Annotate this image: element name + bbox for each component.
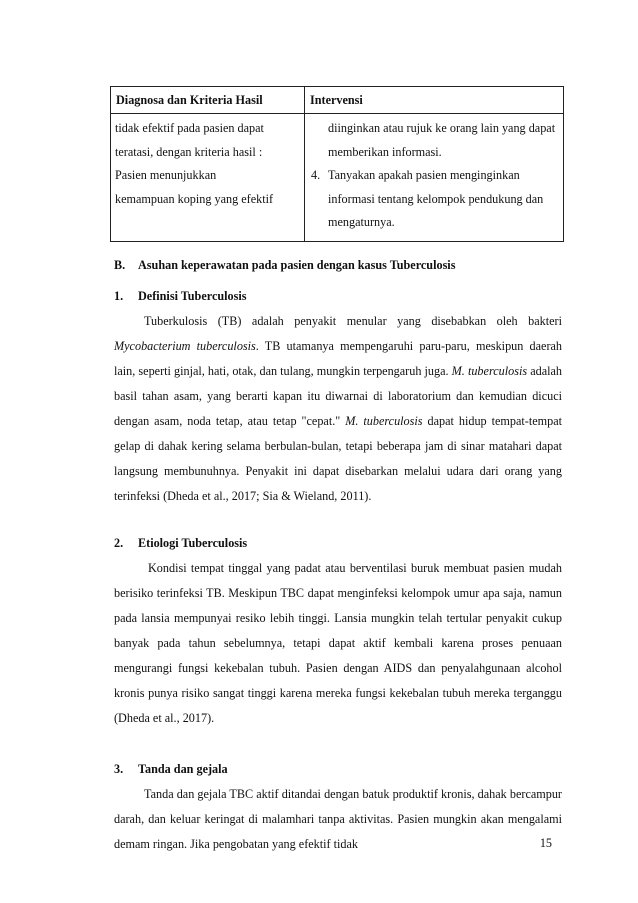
table-cell-intervention [305,114,564,242]
diagnosis-line: kemampuan koping yang efektif [115,191,274,206]
table-header-row [111,87,564,114]
table-header-diagnosis: Diagnosa dan Kriteria Hasil [111,87,305,114]
table-row [111,114,564,242]
subsection-label: 3. [114,762,124,776]
nursing-diagnosis-table [110,86,564,242]
etiology-text: Kondisi tempat tinggal yang padat atau berventilasi buruk membuat pasien mudah berisiko terinfeksi TB. Meskipun TBC dapat menginfeksi kelompok umur apa saja, namun pada lansia mempunyai resiko lebih tinggi. Lansia mungkin telah tertular penyakit cukup banyak pada tahun sebelumnya, tetapi dapat aktif kembali karena proses penuaan mengurangi fungsi kekebalan tubuh. Pasien dengan AIDS dan penyalahgunaan alcohol kronis punya risiko sangat tinggi karena mereka fungsi kekebalan tubuh mereka terganggu (Dheda et al., 2017). [114,561,562,725]
subsection-label: 2. [114,536,124,550]
symptoms-paragraph [114,782,562,857]
intervention-item [311,164,558,235]
subsection-symptoms-heading [114,756,562,782]
intervention-item [311,117,558,164]
definition-text: Tuberkulosis (TB) adalah penyakit menular yang disebabkan oleh bakteri [144,314,562,328]
symptoms-text: Tanda dan gejala TBC aktif ditandai dengan batuk produktif kronis, dahak bercampur darah, dan keluar keringat di malamhari tanpa aktivitas. Pasien mungkin akan mengalami demam ringan. Jika pengobatan yang efektif tidak [114,787,562,851]
subsection-label: 1. [114,289,124,303]
subsection-etiology-heading [114,530,562,556]
definition-text: adalah basil tahan asam, yang berarti kapan itu diwarnai di laboratorium dan kemudian dicuci dengan asam, noda tetap, atau tetap "cepat." [114,364,562,428]
etiology-paragraph [114,556,562,731]
intervention-number [311,117,328,164]
section-b-heading [114,253,562,277]
subsection-title: Etiologi Tuberculosis [138,536,248,550]
definition-italic-term: M. tuberculosis [345,414,423,428]
table-cell-diagnosis [111,114,305,242]
table-header-intervention: Intervensi [305,87,564,114]
definition-italic-term: M. tuberculosis [451,364,528,378]
diagnosis-line: tidak efektif pada pasien dapat [115,121,264,135]
diagnosis-line: teratasi, dengan kriteria hasil : [115,144,263,159]
page-number: 15 [539,836,552,850]
intervention-text: Tanyakan apakah pasien menginginkan informasi tentang kelompok pendukung dan mengaturnya. [328,168,544,229]
definition-italic-term: Mycobacterium tuberculosis [114,339,256,353]
definition-paragraph [114,309,562,509]
main-content [114,253,562,857]
diagnosis-line: Pasien menunjukkan [115,168,217,182]
subsection-title: Tanda dan gejala [138,762,228,776]
intervention-number: 4. [311,168,321,182]
section-label: B. [114,258,126,272]
definition-text: . TB utamanya mempengaruhi paru-paru, meskipun daerah lain, seperti ginjal, hati, otak, dan tulang, mungkin terpengaruh juga. [114,339,563,378]
definition-text: dapat hidup tempat-tempat gelap di dahak kering selama berbulan-bulan, tetapi beberapa jam di sinar matahari dapat langsung membunuhnya. Penyakit ini dapat disebarkan melalui udara dari orang yang terinfeksi (Dheda et al., 2017; Sia & Wieland, 2011). [114,414,562,503]
subsection-definition-heading [114,283,562,309]
subsection-title: Definisi Tuberculosis [138,289,247,303]
intervention-text: diinginkan atau rujuk ke orang lain yang dapat memberikan informasi. [328,121,556,159]
section-title: Asuhan keperawatan pada pasien dengan kasus Tuberculosis [138,258,456,272]
